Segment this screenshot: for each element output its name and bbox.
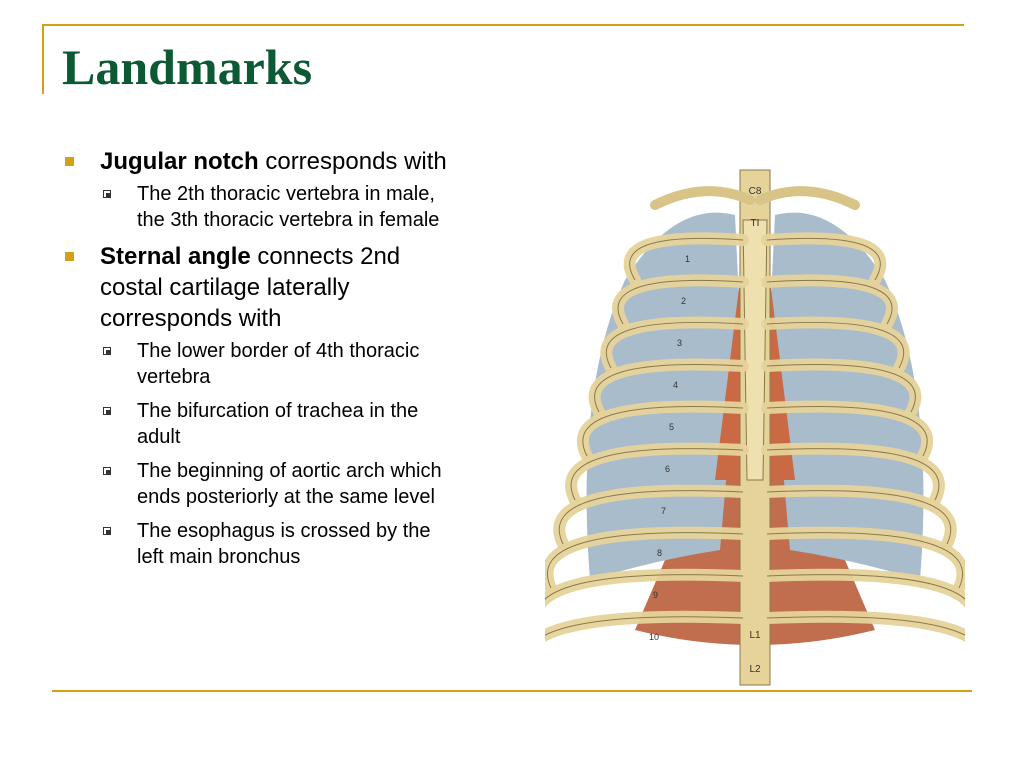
hollow-square-bullet-icon <box>103 527 111 535</box>
square-bullet-icon <box>65 252 74 261</box>
rib-number-label: 4 <box>673 380 679 390</box>
left-lung <box>587 213 740 580</box>
subbullet-line: The bifurcation of trachea in the <box>137 400 419 422</box>
subbullet-line: The lower border of 4th thoracic <box>137 340 420 362</box>
frame-bottom-rule <box>52 690 972 692</box>
rib-number-label: 3 <box>677 338 683 348</box>
subbullet-lower-border <box>58 338 538 390</box>
bullet-text: corresponds with <box>100 305 282 332</box>
bullet-text: costal cartilage laterally <box>100 274 350 301</box>
subbullet-line: vertebra <box>137 366 211 388</box>
subbullet-thoracic-vertebra-sex <box>58 181 538 233</box>
term-sternal-angle: Sternal angle <box>100 243 251 270</box>
rib-number-label: 9 <box>653 590 659 600</box>
subbullet-aortic-arch <box>58 458 538 510</box>
right-lung <box>770 213 923 580</box>
subbullet-line: The 2th thoracic vertebra in male, <box>137 183 435 205</box>
subbullet-line: The beginning of aortic arch which <box>137 460 442 482</box>
subbullet-bifurcation <box>58 398 538 450</box>
slide-title: Landmarks <box>62 39 313 95</box>
subbullet-line: ends posteriorly at the same level <box>137 486 435 508</box>
vertebra-label-l1: L1 <box>749 630 761 641</box>
thorax-illustration <box>545 160 965 690</box>
rib-number-label: 8 <box>657 548 663 558</box>
vertebra-label-t1: TI <box>750 218 760 229</box>
hollow-square-bullet-icon <box>103 407 111 415</box>
bullet-text: corresponds with <box>258 148 447 175</box>
square-bullet-icon <box>65 157 74 166</box>
vertebra-label-l2: L2 <box>749 664 761 675</box>
hollow-square-bullet-icon <box>103 347 111 355</box>
rib-number-label: 2 <box>681 296 687 306</box>
hollow-square-bullet-icon <box>103 190 111 198</box>
frame-left-rule <box>42 24 44 94</box>
frame-top-rule <box>42 24 964 26</box>
rib-number-label: 5 <box>669 422 675 432</box>
bullet-sternal-angle <box>58 241 538 334</box>
sternum <box>743 220 767 480</box>
bullet-jugular-notch <box>58 146 538 177</box>
subbullet-line: The esophagus is crossed by the <box>137 520 431 542</box>
rib-number-label: 10 <box>649 632 660 642</box>
hollow-square-bullet-icon <box>103 467 111 475</box>
vertebra-label-c8: C8 <box>748 186 762 197</box>
rib-number-label: 1 <box>685 254 691 264</box>
rib-number-label: 6 <box>665 464 671 474</box>
bullet-text: connects 2nd <box>250 243 401 270</box>
rib-number-label: 7 <box>661 506 667 516</box>
slide-content <box>58 146 538 578</box>
term-jugular-notch: Jugular notch <box>100 148 259 175</box>
subbullet-line: adult <box>137 426 181 448</box>
subbullet-line: left main bronchus <box>137 546 301 568</box>
subbullet-line: the 3th thoracic vertebra in female <box>137 209 440 231</box>
subbullet-esophagus <box>58 518 538 570</box>
